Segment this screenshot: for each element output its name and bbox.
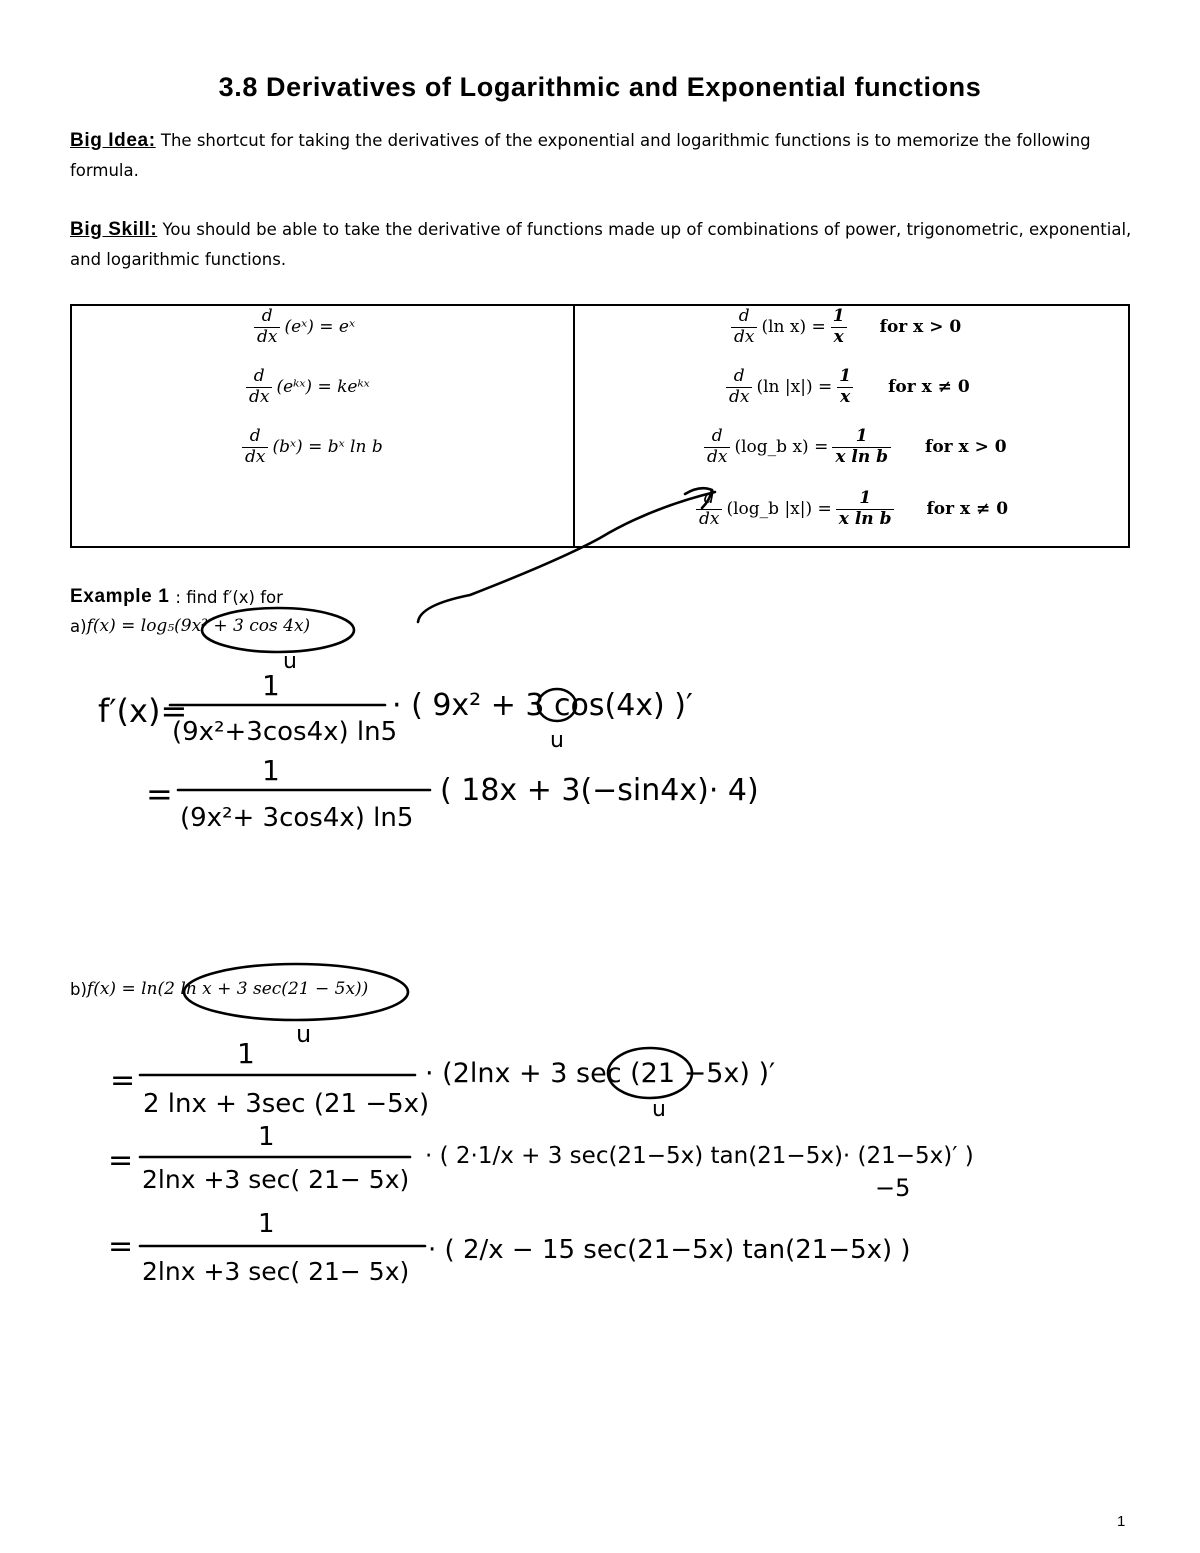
- example-1-heading: Example 1 : find f′(x) for: [70, 586, 283, 607]
- u-label-a: u: [283, 649, 297, 674]
- hw-a2-equals: =: [146, 775, 173, 813]
- hw-a1-num: 1: [262, 669, 280, 702]
- hw-b1-factor: · (2lnx + 3 sec (21 −5x) )′: [425, 1058, 776, 1089]
- formula-exp-ekx: $\frac{d}{dx}$ (eᵏˣ) = keᵏˣ: [242, 368, 370, 407]
- hw-b3-factor: · ( 2/x − 15 sec(21−5x) tan(21−5x) ): [428, 1235, 911, 1265]
- hw-a2-den: (9x²+ 3cos4x) ln5: [180, 803, 414, 833]
- formula-ln-x: $\frac{d}{dx}$ (ln x) = $\frac{1}{x}$ for x > 0: [727, 308, 961, 347]
- hw-b3-num: 1: [258, 1209, 275, 1239]
- hw-a2-num: 1: [262, 754, 280, 787]
- hw-a1-factor: · ( 9x² + 3 cos(4x) )′: [392, 688, 693, 723]
- big-idea-text: The shortcut for taking the derivatives of the exponential and logarithmic functions is to memorize the following formula.: [70, 131, 1091, 180]
- hw-b2-note: −5: [875, 1174, 911, 1202]
- example-1b-statement: b) f(x) = ln(2 ln x + 3 sec(21 − 5x)): [70, 979, 369, 999]
- hw-b3-equals: =: [108, 1229, 134, 1264]
- hw-b2-factor: · ( 2·1/x + 3 sec(21−5x) tan(21−5x)· (21−5x)′ ): [425, 1143, 974, 1169]
- big-skill-text: You should be able to take the derivative of functions made up of combinations of power, trigonometric, exponential, and logarithmic functions.: [70, 220, 1132, 269]
- hw-a1-lhs: f′(x)=: [98, 692, 188, 730]
- u-label-21-5x: u: [652, 1097, 666, 1122]
- argument-circle-b: [184, 964, 408, 1020]
- formula-log-b-x: $\frac{d}{dx}$ (log_b x) = $\frac{1}{\text{x ln b}}$ for x > 0: [700, 428, 1007, 467]
- hw-a1-den: (9x²+3cos4x) ln5: [172, 717, 398, 747]
- hw-b1-num: 1: [237, 1037, 255, 1070]
- hw-b2-den: 2lnx +3 sec( 21− 5x): [142, 1165, 410, 1194]
- formula-ln-abs-x: $\frac{d}{dx}$ (ln |x|) = $\frac{1}{x}$ for x ≠ 0: [722, 368, 970, 407]
- u-label-4x: u: [550, 728, 564, 753]
- formula-log-b-abs-x: $\frac{d}{dx}$ (log_b |x|) = $\frac{1}{\text{x ln b}}$ for x ≠ 0: [692, 490, 1008, 529]
- hw-b2-equals: =: [108, 1143, 134, 1178]
- hw-a2-factor: ( 18x + 3(−sin4x)· 4): [440, 773, 759, 808]
- big-skill-label: Big Skill:: [70, 219, 158, 240]
- hw-b2-num: 1: [258, 1122, 275, 1152]
- hw-b3-den: 2lnx +3 sec( 21− 5x): [142, 1257, 410, 1286]
- arrow-stroke: [418, 492, 715, 622]
- formula-exp-b: $\frac{d}{dx}$ (bˣ) = bˣ ln b: [238, 428, 383, 467]
- hw-b1-equals: =: [110, 1063, 136, 1098]
- example-1a-statement: a) f(x) = log₅(9x² + 3 cos 4x): [70, 616, 311, 636]
- formula-exp-e: $\frac{d}{dx}$ (eˣ) = eˣ: [250, 308, 355, 347]
- hw-b1-den: 2 lnx + 3sec (21 −5x): [143, 1089, 430, 1119]
- argument-circle-a: [202, 608, 354, 652]
- page-number: 1: [1117, 1513, 1126, 1530]
- page-title: 3.8 Derivatives of Logarithmic and Exponential functions: [218, 72, 982, 102]
- big-idea-label: Big Idea:: [70, 130, 156, 151]
- u-label-b: u: [296, 1020, 312, 1048]
